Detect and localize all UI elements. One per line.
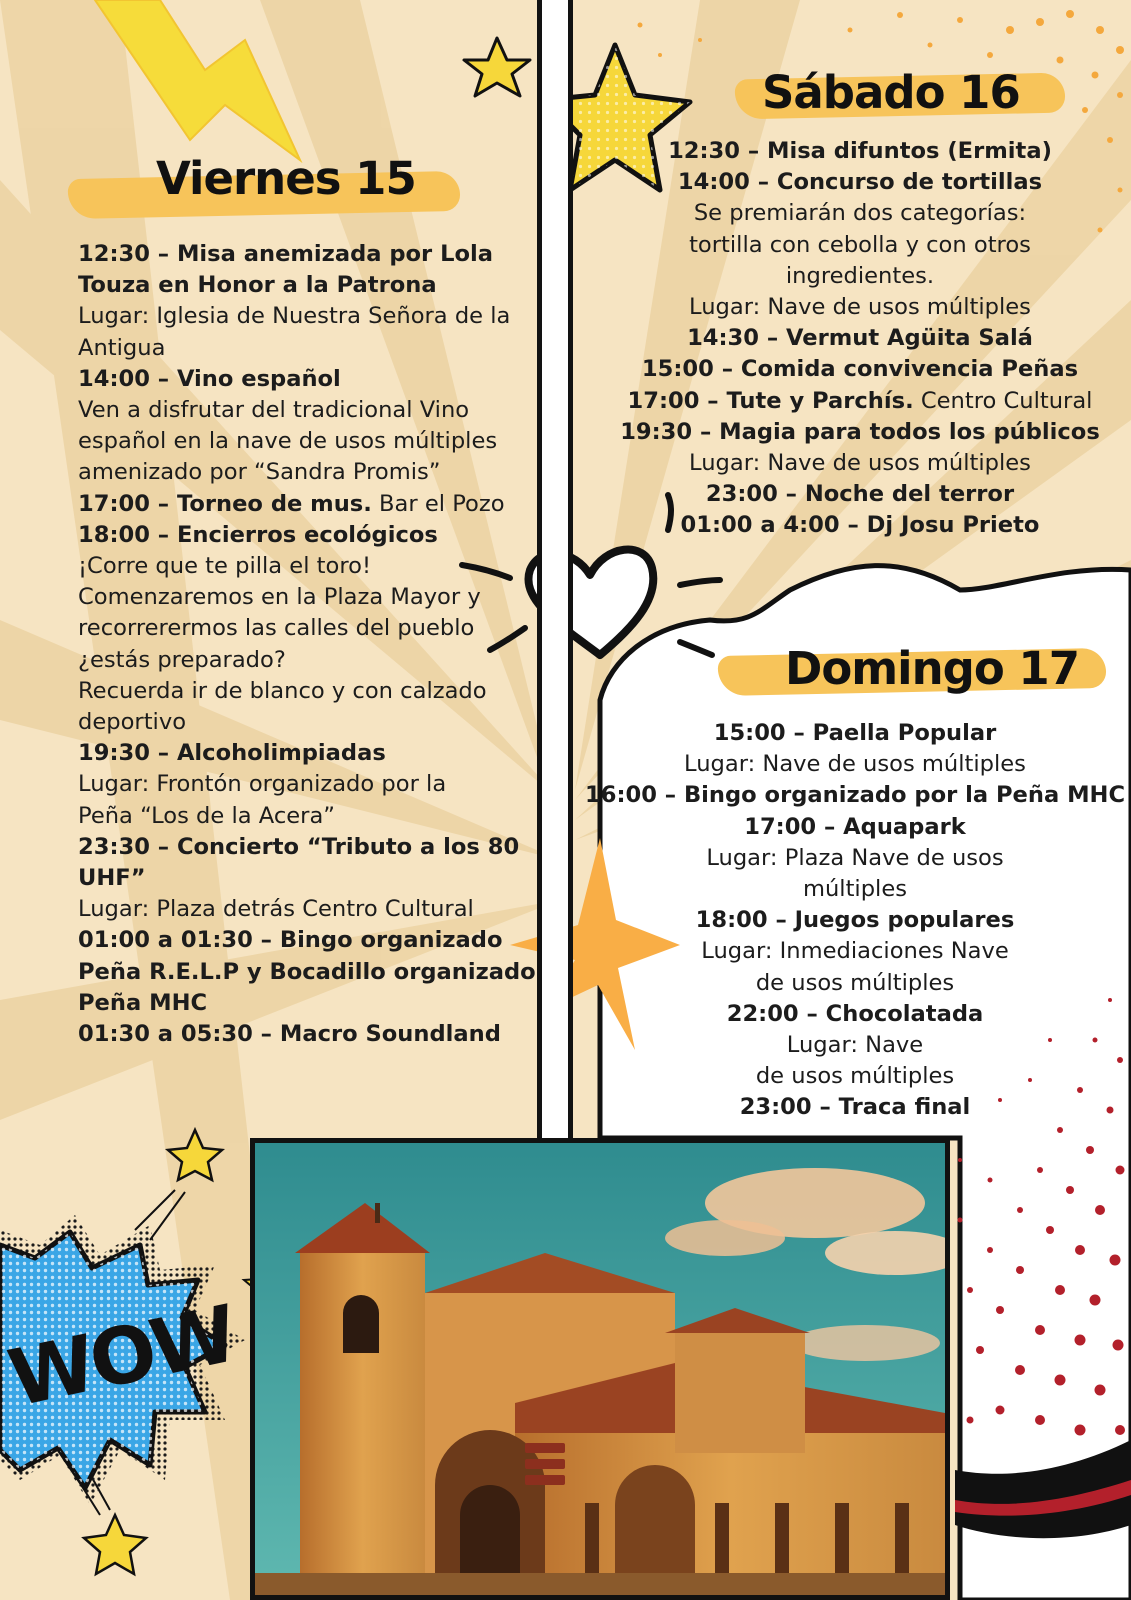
sabado-line [590,479,1130,510]
sabado-line-bold: 12:30 – Misa difuntos (Ermita) [668,138,1052,164]
viernes-line [78,676,528,707]
viernes-line [78,395,528,426]
sabado-line [590,417,1130,448]
viernes-line-text: amenizado por “Sandra Promis” [78,459,441,486]
sabado-line-text: Se premiarán dos categorías: [693,200,1027,227]
viernes-line [78,801,528,832]
sabado-line-text: Lugar: Nave de usos múltiples [689,294,1031,321]
sabado-line [590,167,1130,198]
viernes-line-text: Bar el Pozo [371,490,505,517]
domingo-line [585,843,1125,874]
viernes-line-bold: 14:00 – Vino español [78,365,341,392]
viernes-line-text: español en la nave de usos múltiples [78,428,498,455]
sabado-line-bold: 23:00 – Noche del terror [705,481,1015,508]
viernes-line-bold: Touza en Honor a la Patrona [78,272,437,299]
domingo-line [585,968,1125,999]
domingo-line [585,905,1125,936]
domingo-line-bold: 23:00 – Traca final [739,1094,971,1121]
sabado-line [590,323,1130,354]
viernes-line-bold: UHF” [78,865,146,892]
domingo-line-text: Lugar: Inmediaciones Nave [701,938,1009,965]
sabado-line [590,261,1130,292]
wow-text: WOW [1,1289,242,1425]
viernes-line-bold: 18:00 – Encierros ecológicos [78,521,438,548]
viernes-line [78,489,528,520]
sabado-line [590,510,1130,541]
viernes-line [78,645,528,676]
viernes-line [78,551,528,582]
domingo-line [585,1061,1125,1092]
viernes-line [78,239,528,270]
domingo-line-text: de usos múltiples [755,969,955,996]
viernes-line [78,520,528,551]
viernes-line [78,426,528,457]
viernes-line [78,832,528,863]
sabado-line [590,448,1130,479]
church-illustration [250,1138,950,1600]
sabado-line-bold: 14:00 – Concurso de tortillas [677,169,1043,196]
viernes-line-text: recorrerermos las calles del pueblo [78,615,475,642]
domingo-line [585,999,1125,1030]
viernes-line [78,333,528,364]
wow-badge [0,1218,260,1528]
sabado-line [590,292,1130,323]
sabado-schedule [590,136,1130,542]
domingo-line [585,780,1125,811]
domingo-line-bold: 15:00 – Paella Popular [713,720,997,746]
sabado-title: Sábado 16 [762,66,1020,119]
viernes-line-bold: 23:30 – Concierto “Tributo a los 80 [78,833,520,860]
sabado-line-bold: 19:30 – Magia para todos los públicos [620,418,1100,445]
domingo-line [585,874,1125,905]
domingo-line-bold: 22:00 – Chocolatada [726,1000,984,1027]
viernes-line-bold: 12:30 – Misa anemizada por Lola [78,241,493,267]
viernes-line-text: ¿estás preparado? [78,646,286,673]
domingo-line [585,1030,1125,1061]
sabado-line-bold: 17:00 – Tute y Parchís. [627,387,914,414]
viernes-line [78,957,536,988]
sabado-line [590,198,1130,229]
sabado-line-text: Centro Cultural [913,387,1093,414]
sabado-line [590,386,1130,417]
sabado-line-bold: 15:00 – Comida convivencia Peñas [641,356,1079,383]
viernes-line-text: Lugar: Frontón organizado por la [78,771,447,798]
viernes-line-bold: 19:30 – Alcoholimpiadas [78,740,386,767]
domingo-line [585,936,1125,967]
sabado-line-text: Lugar: Nave de usos múltiples [689,450,1031,477]
sabado-line-text: ingredientes. [785,262,935,289]
sabado-line [590,230,1130,261]
domingo-line-text: Lugar: Nave de usos múltiples [684,751,1026,778]
viernes-line [78,863,528,894]
viernes-line-text: deportivo [78,709,187,736]
viernes-line [78,988,528,1019]
domingo-line [585,718,1125,749]
viernes-line-text: Lugar: Plaza detrás Centro Cultural [78,896,474,923]
sabado-line-bold: 14:30 – Vermut Agüita Salá [687,325,1033,352]
viernes-line-text: Antigua [78,334,166,361]
viernes-line-text: Lugar: Iglesia de Nuestra Señora de la [78,303,511,330]
viernes-line [78,1019,528,1050]
domingo-line-text: Lugar: Nave [786,1032,924,1059]
viernes-line [78,707,528,738]
viernes-line-bold: 17:00 – Torneo de mus. [78,490,372,517]
viernes-line [78,270,528,301]
viernes-line-text: Ven a disfrutar del tradicional Vino [78,397,470,424]
viernes-line [78,582,528,613]
domingo-title: Domingo 17 [785,642,1080,695]
sabado-line [590,354,1130,385]
viernes-line-bold: Peña MHC [78,989,208,1016]
sabado-line-bold: 01:00 a 4:00 – Dj Josu Prieto [680,512,1040,539]
viernes-line [78,301,528,332]
vertical-divider [537,0,573,1140]
domingo-line-bold: 17:00 – Aquapark [744,813,966,840]
domingo-line [585,749,1125,780]
viernes-line-text: Recuerda ir de blanco y con calzado [78,677,487,704]
domingo-line-bold: 18:00 – Juegos populares [695,907,1015,934]
viernes-line [78,457,528,488]
viernes-line [78,925,528,956]
viernes-title: Viernes 15 [156,152,416,205]
viernes-line-text: ¡Corre que te pilla el toro! [78,553,372,580]
viernes-line [78,738,528,769]
sabado-line [590,136,1130,167]
viernes-line-text: Comenzaremos en la Plaza Mayor y [78,584,481,611]
domingo-schedule [585,718,1125,1124]
viernes-line-bold: Peña R.E.L.P y Bocadillo organizado [78,958,536,985]
viernes-line [78,769,528,800]
domingo-line-text: múltiples [802,876,908,903]
sabado-line-text: tortilla con cebolla y con otros [689,231,1031,258]
domingo-line [585,1092,1125,1123]
viernes-line-bold: 01:00 a 01:30 – Bingo organizado [78,927,503,954]
viernes-line [78,613,528,644]
viernes-line [78,364,528,395]
domingo-line [585,812,1125,843]
domingo-line-text: de usos múltiples [755,1063,955,1090]
viernes-schedule [78,239,536,1050]
viernes-line-bold: 01:30 a 05:30 – Macro Soundland [78,1021,501,1048]
viernes-line-text: Peña “Los de la Acera” [78,802,335,829]
domingo-line-text: Lugar: Plaza Nave de usos [706,844,1004,871]
viernes-line [78,894,528,925]
domingo-line-bold: 16:00 – Bingo organizado por la Peña MHC [585,782,1126,809]
